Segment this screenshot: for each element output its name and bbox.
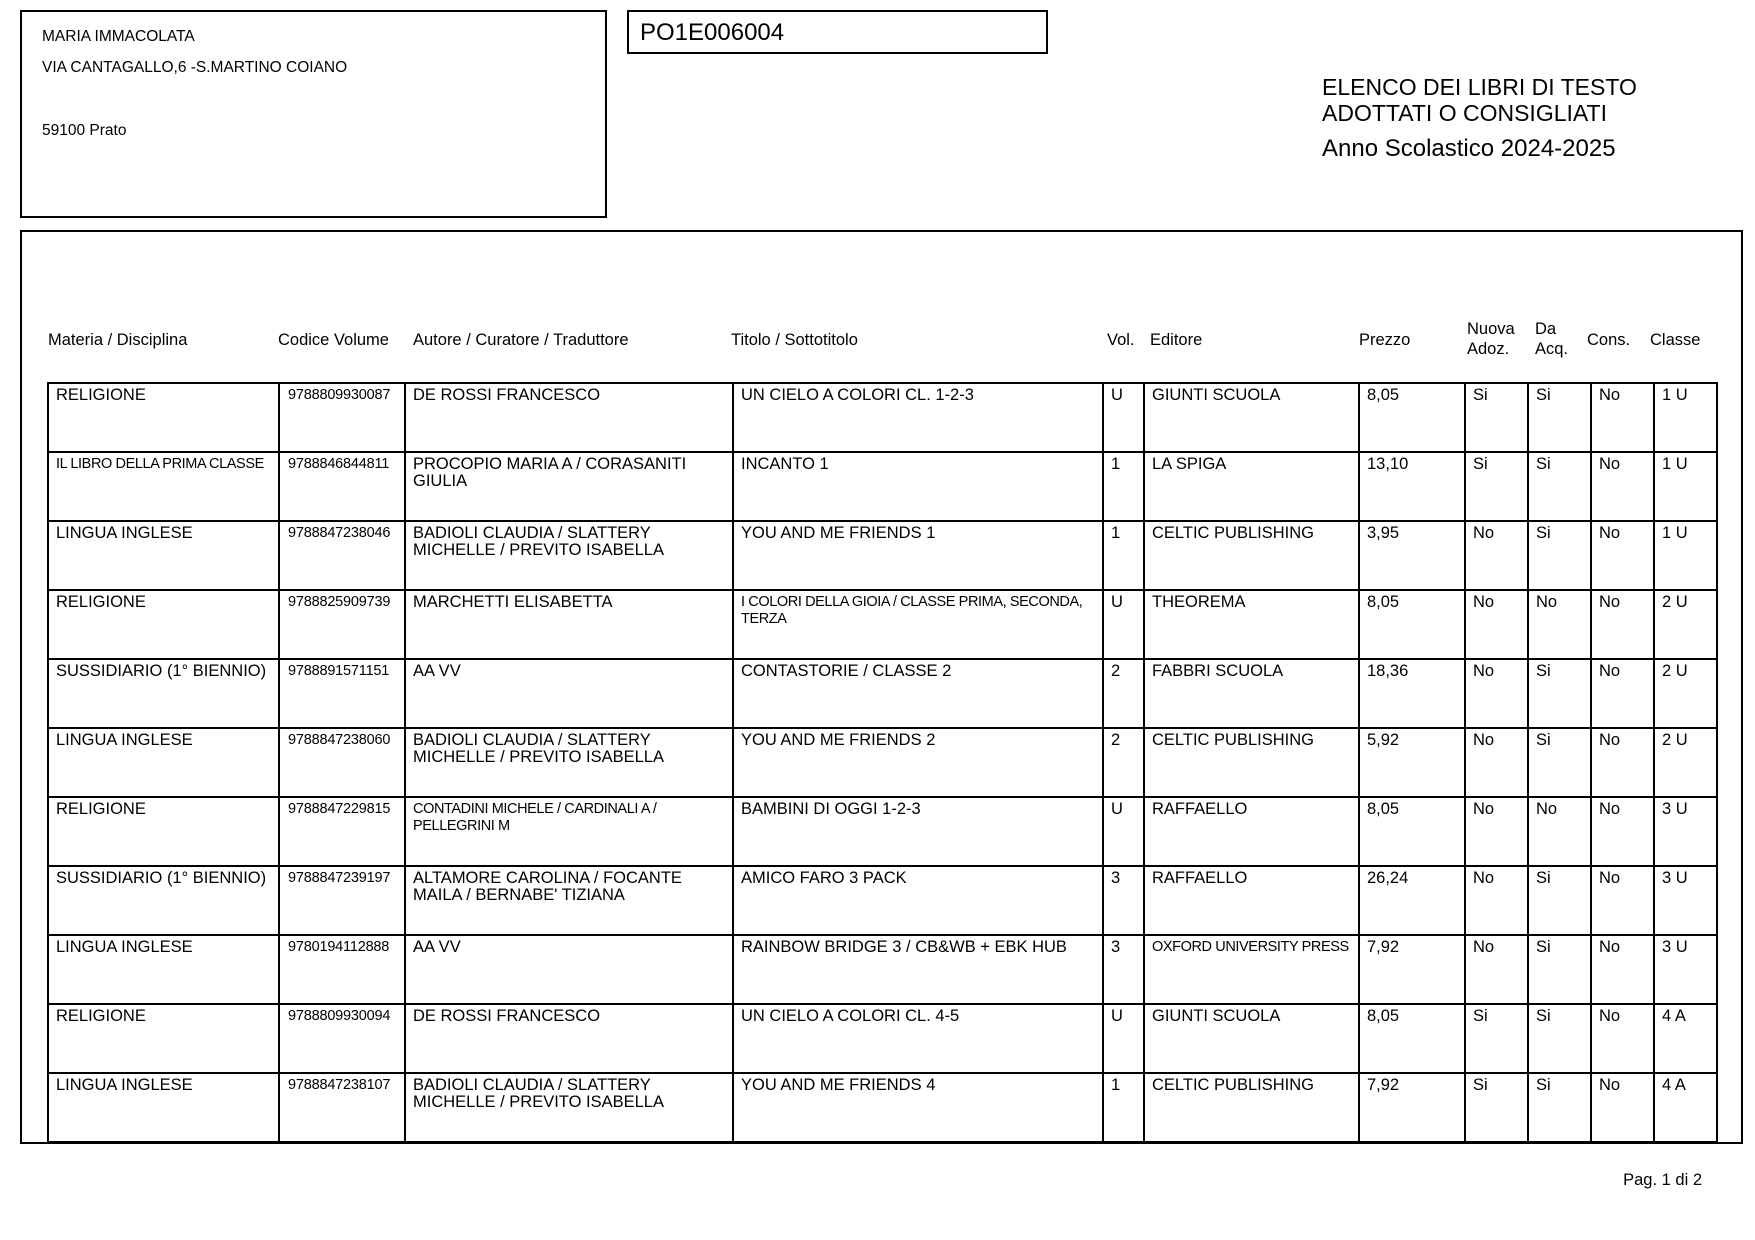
cell-codice: 9780194112888 (279, 935, 405, 1004)
cell-vol: 3 (1103, 935, 1144, 1004)
cell-cons: No (1591, 1004, 1654, 1073)
cell-editore: GIUNTI SCUOLA (1144, 1004, 1359, 1073)
cell-prezzo: 26,24 (1359, 866, 1465, 935)
school-code: PO1E006004 (640, 19, 785, 46)
cell-editore: CELTIC PUBLISHING (1144, 521, 1359, 590)
table-row (48, 728, 1717, 797)
cell-cons: No (1591, 521, 1654, 590)
cell-classe: 3 U (1654, 935, 1717, 1004)
header-codice: Codice Volume (278, 331, 389, 349)
cell-da-acq: Si (1528, 383, 1591, 452)
cell-nuova-adoz: Si (1465, 1004, 1528, 1073)
cell-materia: SUSSIDIARIO (1° BIENNIO) (48, 659, 279, 728)
table-row (48, 866, 1717, 935)
cell-nuova-adoz: No (1465, 590, 1528, 659)
cell-nuova-adoz: Si (1465, 383, 1528, 452)
table-row (48, 383, 1717, 452)
cell-editore: OXFORD UNIVERSITY PRESS (1144, 935, 1359, 1004)
cell-da-acq: Si (1528, 1073, 1591, 1142)
cell-prezzo: 8,05 (1359, 1004, 1465, 1073)
cell-autore: AA VV (405, 935, 733, 1004)
table-row (48, 797, 1717, 866)
cell-autore: BADIOLI CLAUDIA / SLATTERY MICHELLE / PREVITO ISABELLA (405, 521, 733, 590)
cell-autore: DE ROSSI FRANCESCO (405, 383, 733, 452)
cell-nuova-adoz: No (1465, 866, 1528, 935)
cell-titolo: BAMBINI DI OGGI 1-2-3 (733, 797, 1103, 866)
cell-vol: 1 (1103, 452, 1144, 521)
header-da-line1: Da (1535, 320, 1557, 338)
cell-materia: LINGUA INGLESE (48, 521, 279, 590)
cell-cons: No (1591, 659, 1654, 728)
cell-editore: THEOREMA (1144, 590, 1359, 659)
header-nuova-line1: Nuova (1467, 320, 1515, 338)
cell-classe: 1 U (1654, 521, 1717, 590)
table-row (48, 521, 1717, 590)
cell-da-acq: Si (1528, 935, 1591, 1004)
header-da-line2: Acq. (1535, 340, 1569, 358)
header-classe: Classe (1650, 331, 1701, 349)
cell-editore: FABBRI SCUOLA (1144, 659, 1359, 728)
cell-autore: BADIOLI CLAUDIA / SLATTERY MICHELLE / PREVITO ISABELLA (405, 728, 733, 797)
cell-materia: LINGUA INGLESE (48, 1073, 279, 1142)
cell-materia: RELIGIONE (48, 797, 279, 866)
cell-codice: 9788825909739 (279, 590, 405, 659)
cell-codice: 9788891571151 (279, 659, 405, 728)
cell-nuova-adoz: No (1465, 797, 1528, 866)
header-nuova-line2: Adoz. (1467, 340, 1510, 358)
cell-autore: PROCOPIO MARIA A / CORASANITI GIULIA (405, 452, 733, 521)
table-row (48, 590, 1717, 659)
cell-prezzo: 3,95 (1359, 521, 1465, 590)
cell-classe: 3 U (1654, 866, 1717, 935)
cell-classe: 2 U (1654, 728, 1717, 797)
cell-da-acq: No (1528, 590, 1591, 659)
cell-classe: 4 A (1654, 1004, 1717, 1073)
cell-da-acq: Si (1528, 728, 1591, 797)
cell-classe: 1 U (1654, 383, 1717, 452)
cell-vol: U (1103, 1004, 1144, 1073)
cell-da-acq: Si (1528, 452, 1591, 521)
cell-codice: 9788847238046 (279, 521, 405, 590)
book-table (47, 382, 1718, 1143)
table-row (48, 1004, 1717, 1073)
header-titolo: Titolo / Sottotitolo (731, 331, 858, 349)
cell-codice: 9788809930087 (279, 383, 405, 452)
cell-da-acq: Si (1528, 866, 1591, 935)
page-number: Pag. 1 di 2 (1623, 1171, 1702, 1189)
school-year: Anno Scolastico 2024-2025 (1322, 135, 1616, 162)
cell-titolo: I COLORI DELLA GIOIA / CLASSE PRIMA, SECONDA, TERZA (733, 590, 1103, 659)
cell-vol: U (1103, 797, 1144, 866)
cell-autore: BADIOLI CLAUDIA / SLATTERY MICHELLE / PREVITO ISABELLA (405, 1073, 733, 1142)
cell-classe: 2 U (1654, 590, 1717, 659)
cell-editore: RAFFAELLO (1144, 866, 1359, 935)
cell-vol: U (1103, 383, 1144, 452)
cell-autore: ALTAMORE CAROLINA / FOCANTE MAILA / BERNABE' TIZIANA (405, 866, 733, 935)
cell-cons: No (1591, 866, 1654, 935)
cell-codice: 9788847238107 (279, 1073, 405, 1142)
cell-editore: GIUNTI SCUOLA (1144, 383, 1359, 452)
cell-nuova-adoz: Si (1465, 1073, 1528, 1142)
cell-prezzo: 7,92 (1359, 1073, 1465, 1142)
cell-nuova-adoz: No (1465, 728, 1528, 797)
cell-classe: 2 U (1654, 659, 1717, 728)
table-row (48, 659, 1717, 728)
header-nuova-adoz (1467, 319, 1515, 359)
cell-da-acq: No (1528, 797, 1591, 866)
cell-editore: LA SPIGA (1144, 452, 1359, 521)
school-address-box (20, 10, 607, 218)
table-row (48, 935, 1717, 1004)
header-da-acq (1535, 319, 1568, 359)
cell-titolo: YOU AND ME FRIENDS 2 (733, 728, 1103, 797)
cell-cons: No (1591, 797, 1654, 866)
cell-da-acq: Si (1528, 1004, 1591, 1073)
cell-materia: SUSSIDIARIO (1° BIENNIO) (48, 866, 279, 935)
cell-autore: DE ROSSI FRANCESCO (405, 1004, 733, 1073)
cell-autore: CONTADINI MICHELE / CARDINALI A / PELLEGRINI M (405, 797, 733, 866)
header-autore: Autore / Curatore / Traduttore (413, 331, 629, 349)
table-row (48, 452, 1717, 521)
document-title (1322, 74, 1637, 126)
cell-prezzo: 8,05 (1359, 797, 1465, 866)
cell-autore: AA VV (405, 659, 733, 728)
document-title-line2: ADOTTATI O CONSIGLIATI (1322, 100, 1607, 126)
cell-classe: 1 U (1654, 452, 1717, 521)
cell-prezzo: 8,05 (1359, 590, 1465, 659)
cell-nuova-adoz: No (1465, 935, 1528, 1004)
cell-titolo: YOU AND ME FRIENDS 1 (733, 521, 1103, 590)
cell-materia: RELIGIONE (48, 383, 279, 452)
cell-vol: 1 (1103, 521, 1144, 590)
document-title-line1: ELENCO DEI LIBRI DI TESTO (1322, 74, 1637, 100)
cell-cons: No (1591, 452, 1654, 521)
header-prezzo: Prezzo (1359, 331, 1411, 349)
cell-prezzo: 8,05 (1359, 383, 1465, 452)
cell-prezzo: 5,92 (1359, 728, 1465, 797)
cell-classe: 4 A (1654, 1073, 1717, 1142)
cell-cons: No (1591, 728, 1654, 797)
cell-titolo: YOU AND ME FRIENDS 4 (733, 1073, 1103, 1142)
cell-titolo: UN CIELO A COLORI CL. 1-2-3 (733, 383, 1103, 452)
school-name: MARIA IMMACOLATA (42, 28, 195, 45)
cell-vol: 2 (1103, 728, 1144, 797)
cell-cons: No (1591, 935, 1654, 1004)
cell-cons: No (1591, 383, 1654, 452)
header-vol: Vol. (1107, 331, 1135, 349)
cell-codice: 9788847238060 (279, 728, 405, 797)
cell-codice: 9788846844811 (279, 452, 405, 521)
cell-autore: MARCHETTI ELISABETTA (405, 590, 733, 659)
cell-vol: U (1103, 590, 1144, 659)
cell-titolo: RAINBOW BRIDGE 3 / CB&WB + EBK HUB (733, 935, 1103, 1004)
cell-cons: No (1591, 590, 1654, 659)
cell-materia: IL LIBRO DELLA PRIMA CLASSE (48, 452, 279, 521)
cell-titolo: AMICO FARO 3 PACK (733, 866, 1103, 935)
cell-prezzo: 13,10 (1359, 452, 1465, 521)
cell-materia: RELIGIONE (48, 590, 279, 659)
cell-nuova-adoz: No (1465, 659, 1528, 728)
cell-nuova-adoz: Si (1465, 452, 1528, 521)
cell-prezzo: 18,36 (1359, 659, 1465, 728)
header-materia: Materia / Disciplina (48, 331, 188, 349)
cell-vol: 1 (1103, 1073, 1144, 1142)
cell-titolo: UN CIELO A COLORI CL. 4-5 (733, 1004, 1103, 1073)
table-row (48, 1073, 1717, 1142)
cell-materia: LINGUA INGLESE (48, 728, 279, 797)
school-street: VIA CANTAGALLO,6 -S.MARTINO COIANO (42, 59, 348, 76)
cell-titolo: INCANTO 1 (733, 452, 1103, 521)
cell-materia: RELIGIONE (48, 1004, 279, 1073)
cell-editore: CELTIC PUBLISHING (1144, 1073, 1359, 1142)
cell-editore: CELTIC PUBLISHING (1144, 728, 1359, 797)
school-code-box (627, 10, 1048, 54)
cell-titolo: CONTASTORIE / CLASSE 2 (733, 659, 1103, 728)
header-cons: Cons. (1587, 331, 1631, 349)
cell-da-acq: Si (1528, 659, 1591, 728)
cell-materia: LINGUA INGLESE (48, 935, 279, 1004)
cell-codice: 9788847229815 (279, 797, 405, 866)
cell-codice: 9788847239197 (279, 866, 405, 935)
school-city: 59100 Prato (42, 122, 127, 139)
cell-da-acq: Si (1528, 521, 1591, 590)
cell-nuova-adoz: No (1465, 521, 1528, 590)
cell-cons: No (1591, 1073, 1654, 1142)
cell-vol: 3 (1103, 866, 1144, 935)
cell-editore: RAFFAELLO (1144, 797, 1359, 866)
cell-classe: 3 U (1654, 797, 1717, 866)
cell-codice: 9788809930094 (279, 1004, 405, 1073)
header-editore: Editore (1150, 331, 1203, 349)
cell-vol: 2 (1103, 659, 1144, 728)
cell-prezzo: 7,92 (1359, 935, 1465, 1004)
